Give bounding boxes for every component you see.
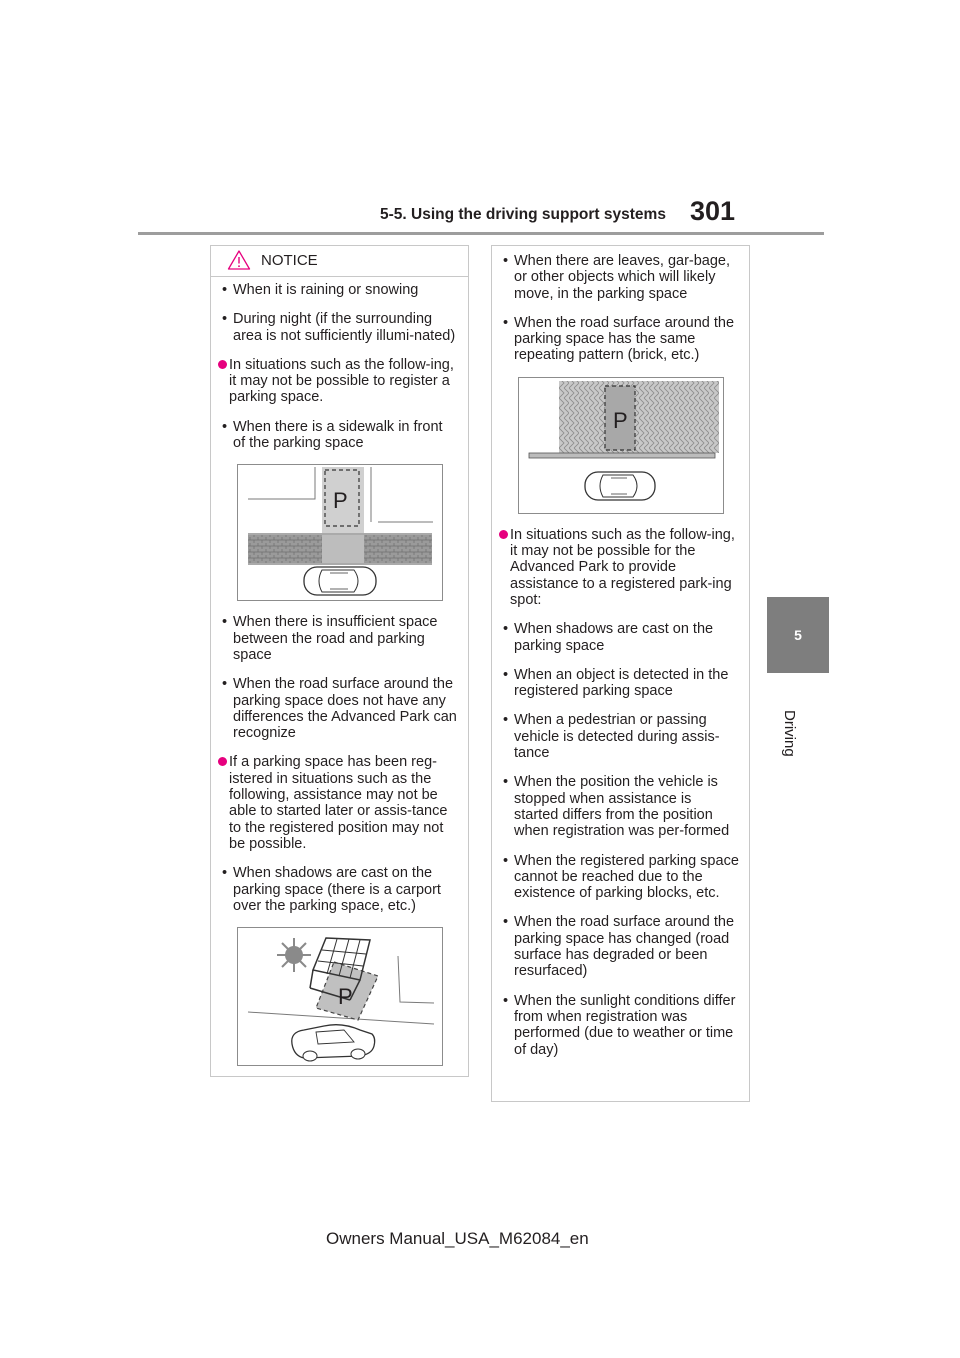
list-item: • When a pedestrian or passing vehicle is detected during assis-tance (499, 712, 739, 761)
condition-text: If a parking space has been reg-istered in situations such as the following, assistance may not be able to started later or assis-tance to the registered position may not be possible. (229, 754, 448, 852)
list-item: • When the sunlight conditions differ from when registration was performed (due to weather or time of day) (499, 993, 739, 1058)
parking-label: P (333, 488, 348, 514)
bullet-dot-icon (218, 757, 227, 766)
parking-label: P (338, 984, 353, 1010)
list-item: • When there is insufficient space between the road and parking space (218, 614, 458, 663)
illustration-brick-pattern (518, 377, 724, 514)
page-number: 301 (690, 196, 736, 226)
notice-header (211, 246, 468, 277)
illustration-sidewalk (237, 464, 443, 601)
list-item: • When the road surface around the parking space does not have any differences the Advanced Park can recognize (218, 676, 458, 741)
header-rule (138, 232, 824, 235)
condition-text: In situations such as the follow-ing, it may not be possible to register a parking space. (229, 356, 454, 406)
chapter-number: 5 (794, 627, 802, 643)
list-item: • When the registered parking space cannot be reached due to the existence of parking blocks, etc. (499, 853, 739, 902)
list-item: • When it is raining or snowing (218, 282, 458, 298)
illustration-carport (237, 927, 443, 1066)
notice-panel-left (210, 245, 469, 1077)
chapter-tab (767, 597, 829, 673)
list-item: • When the position the vehicle is stopped when assistance is started differs from the position when registration was per-formed (499, 774, 739, 839)
list-item: • When an object is detected in the registered parking space (499, 667, 739, 700)
condition-heading (499, 527, 739, 608)
footer-manual-id: Owners Manual_USA_M62084_en (326, 1229, 589, 1248)
warning-triangle-icon (227, 249, 251, 271)
condition-heading (218, 754, 458, 852)
condition-heading (218, 357, 458, 406)
list-item: • When there are leaves, gar-bage, or other objects which will likely move, in the parking space (499, 253, 739, 302)
notice-label: NOTICE (261, 252, 318, 269)
section-title: 5-5. Using the driving support systems (380, 206, 666, 223)
bullet-dot-icon (218, 360, 227, 369)
list-item: • When there is a sidewalk in front of the parking space (218, 419, 458, 452)
parking-label: P (613, 407, 628, 433)
notice-panel-right (491, 245, 750, 1102)
list-item: • When the road surface around the parking space has changed (road surface has degraded or been resurfaced) (499, 914, 739, 979)
list-item: • When the road surface around the parking space has the same repeating pattern (brick, etc.) (499, 315, 739, 364)
list-item: • When shadows are cast on the parking space (there is a carport over the parking space, etc.) (218, 865, 458, 914)
bullet-dot-icon (499, 530, 508, 539)
chapter-label: Driving (781, 710, 798, 757)
list-item: • During night (if the surrounding area is not sufficiently illumi-nated) (218, 311, 458, 344)
list-item: • When shadows are cast on the parking space (499, 621, 739, 654)
condition-text: In situations such as the follow-ing, it may not be possible for the Advanced Park to provide assistance to a registered park-ing spot: (510, 526, 735, 608)
